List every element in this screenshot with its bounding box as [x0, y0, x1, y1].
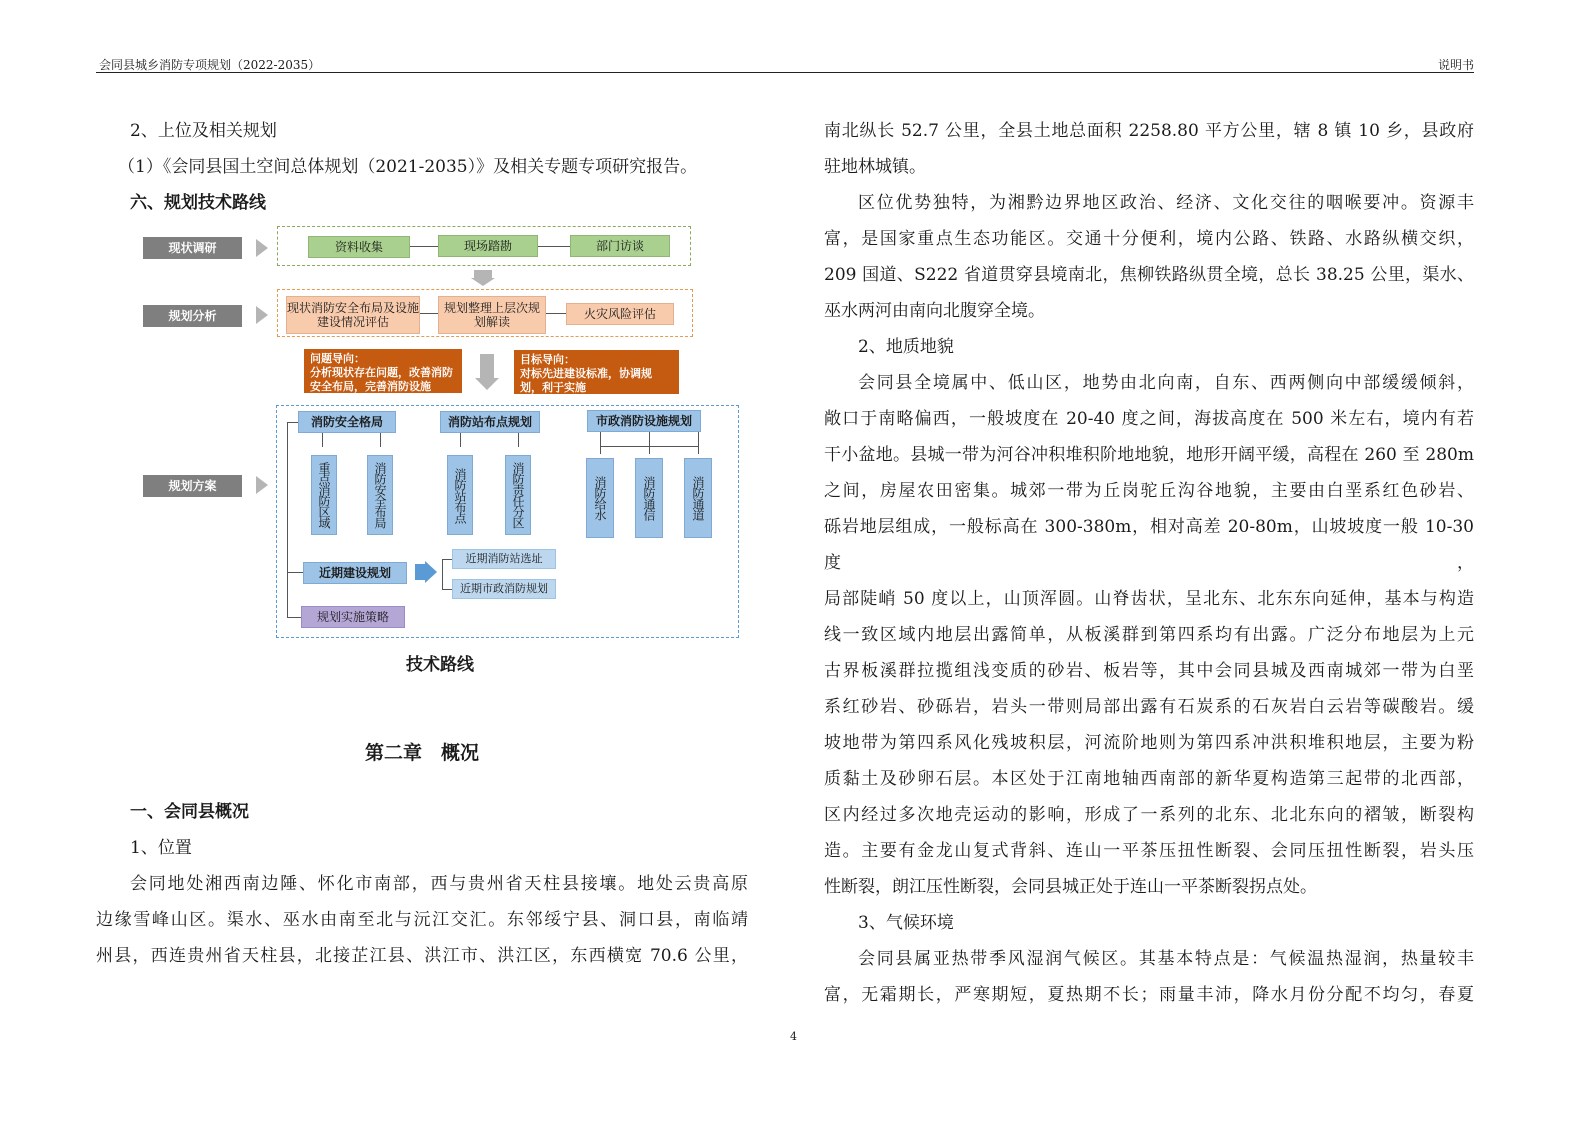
connector — [649, 432, 650, 454]
goal-title: 目标导向： — [520, 353, 575, 366]
arrow-down-icon — [474, 270, 492, 278]
arrow-right-icon — [256, 239, 268, 257]
section-heading: 一、会同县概况 — [130, 802, 249, 822]
connector — [442, 559, 452, 560]
connector — [287, 572, 303, 573]
plan-item-station-points: 消防站布点 — [447, 455, 473, 535]
paragraph-line: 边缘雪峰山区。渠水、巫水由南至北与沅江交汇。东邻绥宁县、洞口县，南临靖 — [96, 910, 748, 930]
connector — [442, 559, 443, 589]
subsection-heading: 3、气候环境 — [858, 913, 954, 933]
connector — [442, 589, 452, 590]
connector — [698, 432, 699, 454]
arrow-right-icon — [256, 306, 268, 324]
near-item-municipal-plan: 近期市政消防规划 — [452, 579, 556, 599]
arrow-down-icon — [480, 354, 494, 378]
paragraph-line: 局部陡峭 50 度以上，山顶浑圆。山脊齿状，呈北东、北东东向延伸，基本与构造 — [824, 589, 1474, 609]
connector — [287, 422, 298, 423]
subsection-heading: 1、位置 — [130, 838, 192, 858]
survey-box-interview: 部门访谈 — [570, 235, 670, 257]
paragraph-line: 会同县属亚热带季风湿润气候区。其基本特点是：气候温热湿润，热量较丰 — [858, 949, 1474, 969]
paragraph-line: 敞口于南略偏西，一般坡度在 20-40 度之间，海拔高度在 500 米左右，境内有若 — [824, 409, 1474, 429]
connector — [460, 433, 461, 447]
plan-item-communication: 消防通信 — [635, 458, 663, 538]
header-title: 会同县城乡消防专项规划（2022-2035） — [99, 58, 321, 72]
left-column — [96, 113, 748, 221]
connector — [518, 433, 519, 447]
paragraph-line: 砾岩地层组成，一般标高在 300-380m，相对高差 20-80m，山坡坡度一般 10-30 度， — [824, 517, 1474, 573]
paragraph-line: 坡地带为第四系风化残坡积层，河流阶地则为第四系冲洪积堆积地层，主要为粉 — [824, 733, 1474, 753]
paragraph-line: 巫水两河由南向北腹穿全境。 — [824, 301, 1045, 321]
arrow-right-icon — [415, 564, 425, 580]
plan-box-safety-pattern: 消防安全格局 — [298, 411, 396, 433]
paragraph-line: 性断裂，朗江压性断裂，会同县城正处于连山一平茶断裂拐点处。 — [824, 877, 1317, 897]
paragraph-line: 古界板溪群拉揽组浅变质的砂岩、板岩等，其中会同县城及西南城郊一带为白垩 — [824, 661, 1474, 681]
paragraph-line: 南北纵长 52.7 公里，全县土地总面积 2258.80 平方公里，辖 8 镇 10 乡，县政府 — [824, 121, 1474, 141]
chapter-title: 第二章 概况 — [364, 742, 479, 764]
paragraph-line: 州县，西连贵州省天柱县，北接芷江县、洪江市、洪江区，东西横宽 70.6 公里， — [96, 946, 748, 966]
paragraph-line: 209 国道、S222 省道贯穿县境南北，焦柳铁路纵贯全境，总长 38.25 公里，渠水、 — [824, 265, 1474, 285]
stage-label-survey: 现状调研 — [143, 237, 242, 259]
paragraph-line: 区内经过多次地壳运动的影响，形成了一系列的北东、北北东向的褶皱，断裂构 — [824, 805, 1474, 825]
subsection-heading: 2、上位及相关规划 — [130, 121, 277, 141]
problem-title: 问题导向： — [310, 352, 365, 365]
arrow-right-icon — [256, 476, 268, 494]
goal-orientation-box — [514, 350, 679, 394]
header-rule — [96, 72, 1474, 73]
plan-item-key-zones: 重点消防区域 — [311, 455, 337, 535]
survey-box-data: 资料收集 — [308, 236, 410, 258]
subsection-heading: 2、地质地貌 — [858, 337, 954, 357]
plan-item-responsibility-zones: 消防责任分区 — [505, 455, 531, 535]
paragraph-line: 质黏土及砂卵石层。本区处于江南地轴西南部的新华夏构造第三起带的北西部， — [824, 769, 1474, 789]
plan-box-implementation: 规划实施策略 — [301, 606, 405, 628]
paragraph-line: 会同地处湘西南边陲、怀化市南部，西与贵州省天柱县接壤。地处云贵高原 — [130, 874, 748, 894]
plan-box-near-term: 近期建设规划 — [303, 562, 407, 584]
goal-text: 对标先进建设标准，协调规划，利于实施 — [520, 367, 652, 394]
connector — [380, 433, 381, 447]
survey-box-site: 现场踏勘 — [438, 235, 538, 257]
paragraph: （1）《会同县国土空间总体规划（2021-2035）》及相关专题专项研究报告。 — [118, 157, 698, 177]
paragraph-line: 区位优势独特，为湘黔边界地区政治、经济、文化交往的咽喉要冲。资源丰 — [858, 193, 1474, 213]
plan-box-municipal-facilities: 市政消防设施规划 — [587, 410, 701, 432]
plan-item-water-supply: 消防给水 — [586, 458, 614, 538]
plan-box-station-layout: 消防站布点规划 — [440, 411, 540, 433]
connector — [322, 433, 323, 447]
paragraph-line: 富，无霜期长，严寒期短，夏热期不长；雨量丰沛，降水月份分配不均匀，春夏 — [824, 985, 1474, 1005]
paragraph-line: 系红砂岩、砂砾岩，岩头一带则局部出露有石炭系的石灰岩白云岩等碳酸岩。缓 — [824, 697, 1474, 717]
paragraph-line: 线一致区域内地层出露简单，从板溪群到第四系均有出露。广泛分布地层为上元 — [824, 625, 1474, 645]
plan-item-access-roads: 消防通道 — [684, 458, 712, 538]
left-column-lower — [96, 794, 748, 974]
figure-caption: 技术路线 — [406, 655, 474, 675]
analysis-box-assessment: 现状消防安全布局及设施建设情况评估 — [286, 296, 420, 334]
paragraph-line: 驻地林城镇。 — [824, 157, 926, 177]
section-heading: 六、规划技术路线 — [130, 193, 266, 213]
arrow-down-icon — [471, 278, 495, 286]
plan-item-safety-layout: 消防安全布局 — [367, 455, 393, 535]
header-doc-type: 说明书 — [1437, 58, 1474, 72]
analysis-box-fire-risk: 火灾风险评估 — [566, 303, 674, 325]
right-column — [824, 113, 1474, 1013]
connector — [287, 422, 288, 617]
paragraph-line: 富，是国家重点生态功能区。交通十分便利，境内公路、铁路、水路纵横交织， — [824, 229, 1474, 249]
paragraph-line: 干小盆地。县城一带为河谷冲积堆积阶地地貌，地形开阔平缓，高程在 260 至 280m — [824, 445, 1474, 465]
paragraph-line: 造。主要有金龙山复式背斜、连山一平茶压扭性断裂、会同压扭性断裂，岩头压 — [824, 841, 1474, 861]
arrow-right-icon — [425, 561, 437, 583]
page-number: 4 — [790, 1030, 797, 1043]
analysis-box-upper-plan: 规划整理上层次规划解读 — [438, 296, 546, 334]
stage-label-plan: 规划方案 — [143, 475, 242, 497]
near-item-station-siting: 近期消防站选址 — [452, 549, 556, 569]
connector — [600, 432, 601, 454]
connector — [287, 617, 301, 618]
stage-label-analysis: 规划分析 — [143, 305, 242, 327]
problem-text: 分析现状存在问题，改善消防安全布局，完善消防设施 — [310, 366, 453, 393]
paragraph-line: 会同县全境属中、低山区，地势由北向南，自东、西两侧向中部缓缓倾斜， — [858, 373, 1474, 393]
problem-orientation-box — [304, 349, 462, 393]
arrow-down-icon — [475, 378, 499, 390]
paragraph-line: 之间，房屋农田密集。城郊一带为丘岗驼丘沟谷地貌，主要由白垩系红色砂岩、 — [824, 481, 1474, 501]
